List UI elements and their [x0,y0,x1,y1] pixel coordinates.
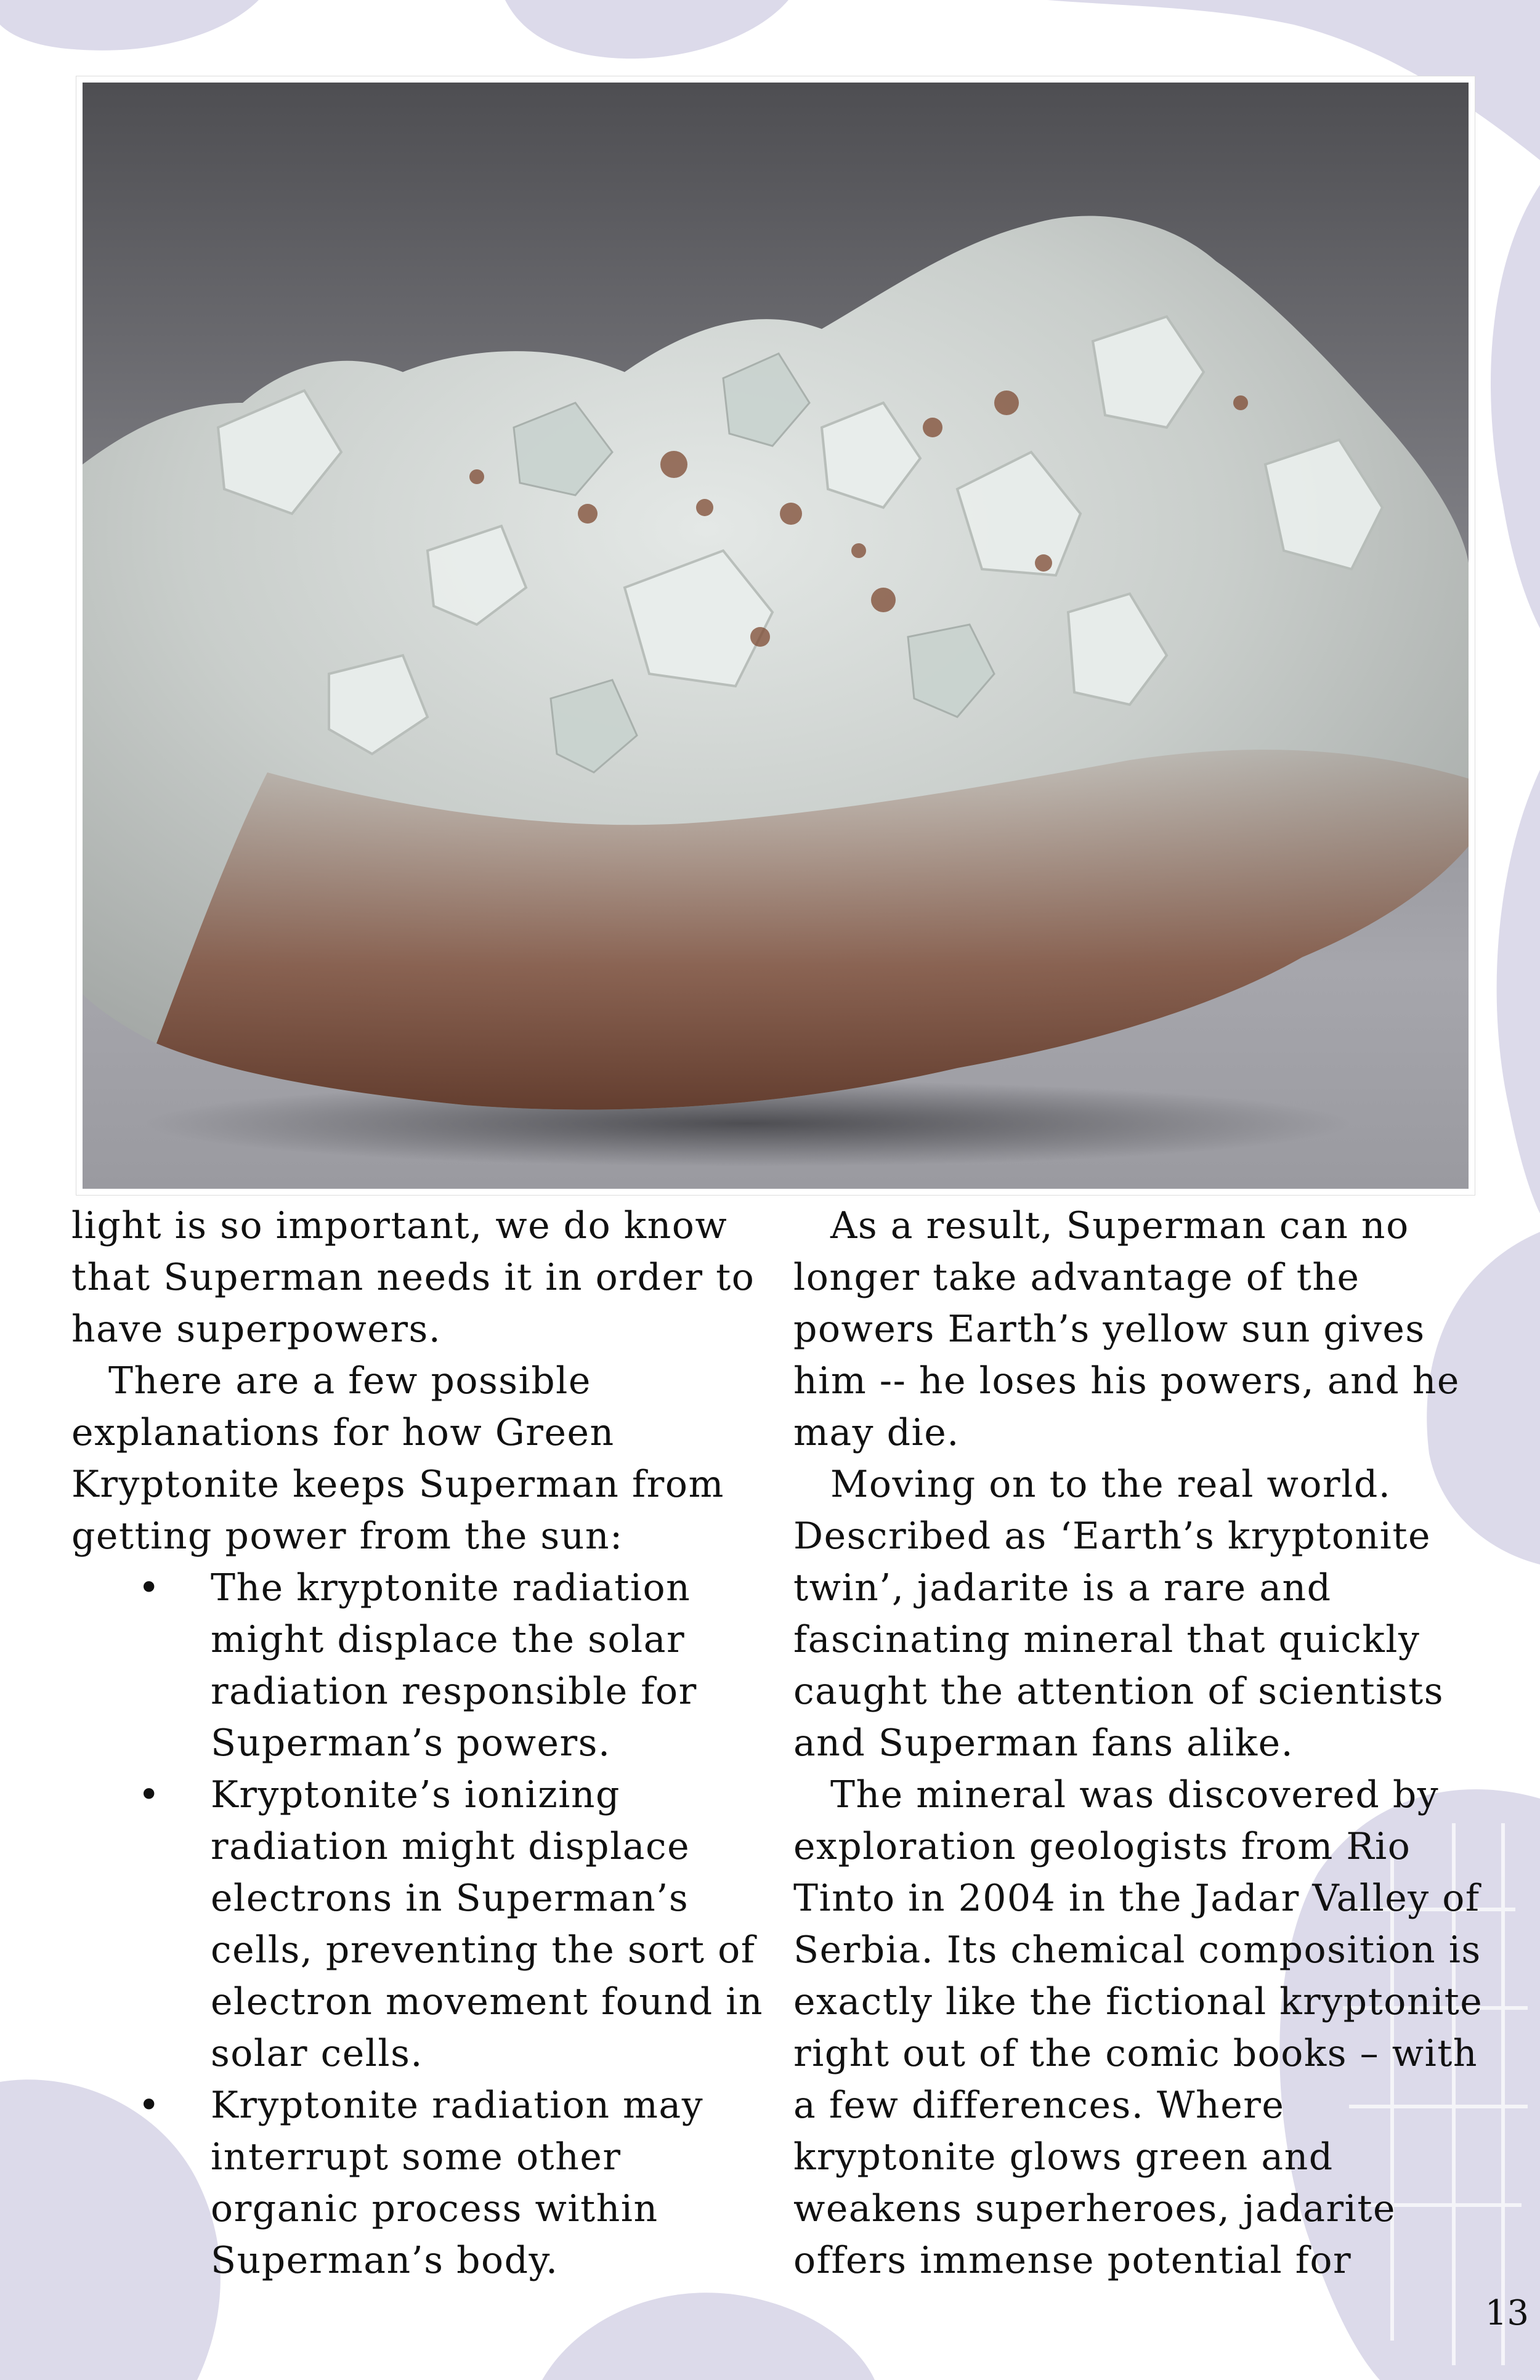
page-number: 13 [1485,2293,1529,2333]
list-item: • Kryptonite’s ionizing radiation might displace electrons in Superman’s cells, preventing the sort of electron movement found in solar cells. [71,1769,774,2079]
right-paragraph-2: Moving on to the real world. Described as ‘Earth’s kryptonite twin’, jadarite is a rare and fascinating mineral that quickly caught the attention of scientists and Superman fans alike. [793,1463,1444,1765]
list-item: • Kryptonite radiation may interrupt some other organic process within Superman’s body. [71,2079,774,2286]
left-paragraph-2: There are a few possible explanations for how Green Kryptonite keeps Superman from getting power from the sun: [71,1359,724,1558]
right-paragraph-1: As a result, Superman can no longer take advantage of the powers Earth’s yellow sun gives him -- he loses his powers, and he may die. [793,1204,1460,1454]
photo-frame [76,76,1475,1195]
left-paragraph-1: light is so important, we do know that Superman needs it in order to have superpowers. [71,1204,755,1351]
right-text-column [793,1200,1489,2286]
leaf-shape-bottom-center [542,2293,875,2380]
leaf-shape-top [505,0,788,59]
jadarite-mineral-photo [83,83,1469,1189]
explanations-list [71,1562,774,2286]
leaf-shape-right-2 [1497,770,1540,1213]
list-item: • The kryptonite radiation might displace the solar radiation responsible for Superman’s powers. [71,1562,774,1769]
leaf-shape-right-1 [1491,185,1540,628]
right-paragraph-3: The mineral was discovered by exploration geologists from Rio Tinto in 2004 in the Jadar Valley of Serbia. Its chemical composition is exactly like the fictional kryptonite right out of the comic books – with a few differences. Where kryptonite glows green and weakens superheroes, jadarite offers immense potential for [793,1773,1483,2282]
left-text-column [71,1200,774,2286]
leaf-shape-top-left [0,0,259,51]
